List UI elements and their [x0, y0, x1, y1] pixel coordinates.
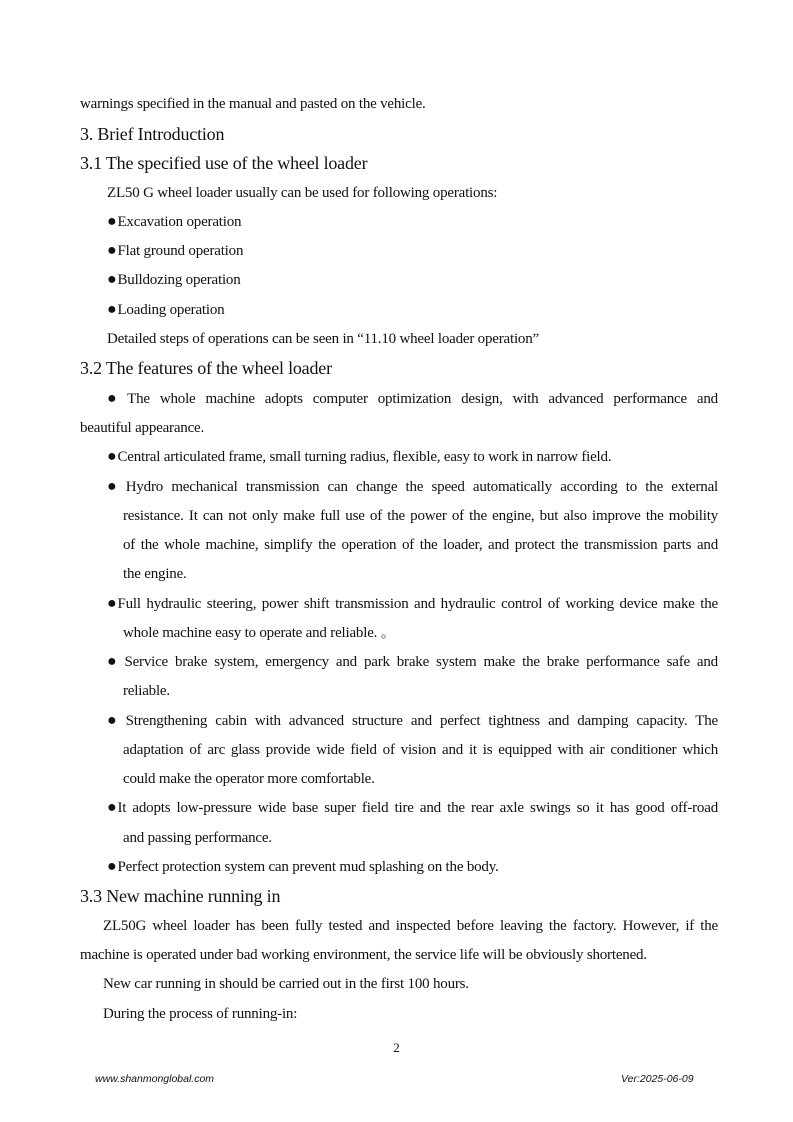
footer-website: www.shanmonglobal.com	[95, 1073, 215, 1085]
section-3-2-heading: 3.2 The features of the wheel loader	[80, 358, 332, 378]
bullet-icon: ●	[107, 390, 117, 407]
feature-line: ●Central articulated frame, small turning radius, flexible, easy to work in narrow field.	[107, 448, 612, 465]
feature-line: ● Strengthening cabin with advanced structure and perfect tightness and damping capacity. The	[107, 712, 718, 729]
bullet-icon: ●	[107, 478, 117, 495]
feature-line: ● The whole machine adopts computer optimization design, with advanced performance and	[107, 390, 718, 407]
op-item: ●Loading operation	[107, 301, 225, 318]
bullet-icon: ●	[107, 653, 117, 670]
bullet-icon: ●	[107, 271, 117, 288]
section-3-heading: 3. Brief Introduction	[80, 124, 225, 144]
op-item: ●Flat ground operation	[107, 242, 244, 259]
paragraph-line: During the process of running-in:	[103, 1006, 298, 1022]
feature-line: of the whole machine, simplify the operation of the loader, and protect the transmission parts and	[123, 537, 718, 553]
feature-line: reliable.	[123, 683, 170, 699]
feature-line: beautiful appearance.	[80, 420, 205, 436]
bullet-icon: ●	[107, 213, 117, 230]
op-item: ●Bulldozing operation	[107, 271, 241, 288]
paragraph-line: New car running in should be carried out in the first 100 hours.	[103, 976, 469, 992]
section-3-1-heading: 3.1 The specified use of the wheel loader	[80, 153, 368, 173]
feature-line: ●Perfect protection system can prevent mud splashing on the body.	[107, 858, 499, 875]
feature-line: and passing performance.	[123, 830, 272, 846]
feature-line: whole machine easy to operate and reliable. 。	[123, 625, 396, 641]
footer-version: Ver:2025-06-09	[621, 1073, 694, 1085]
feature-line: ● Hydro mechanical transmission can change the speed automatically according to the external	[107, 478, 718, 495]
page-number: 2	[393, 1040, 400, 1055]
intro-line: warnings specified in the manual and pasted on the vehicle.	[80, 96, 426, 112]
bullet-icon: ●	[107, 242, 117, 259]
bullet-icon: ●	[107, 799, 117, 816]
feature-line: could make the operator more comfortable.	[123, 771, 375, 787]
bullet-icon: ●	[107, 595, 117, 612]
feature-line: ●It adopts low-pressure wide base super field tire and the rear axle swings so it has good off-road	[107, 799, 718, 816]
bullet-icon: ●	[107, 712, 117, 729]
bullet-icon: ●	[107, 858, 117, 875]
bullet-icon: ●	[107, 301, 117, 318]
operations-detail: Detailed steps of operations can be seen in “11.10 wheel loader operation”	[107, 331, 539, 347]
feature-line: ●Full hydraulic steering, power shift transmission and hydraulic control of working device make the	[107, 595, 718, 612]
paragraph-line: machine is operated under bad working environment, the service life will be obviously shortened.	[80, 947, 647, 963]
feature-line: resistance. It can not only make full use of the power of the engine, but also improve the mobility	[123, 508, 718, 524]
op-item: ●Excavation operation	[107, 213, 242, 230]
section-3-3-heading: 3.3 New machine running in	[80, 886, 281, 906]
bullet-icon: ●	[107, 448, 117, 465]
feature-line: ● Service brake system, emergency and park brake system make the brake performance safe and	[107, 653, 718, 670]
feature-line: the engine.	[123, 566, 187, 582]
paragraph-line: ZL50G wheel loader has been fully tested and inspected before leaving the factory. However, if the	[103, 918, 718, 934]
feature-line: adaptation of arc glass provide wide field of vision and it is equipped with air conditioner which	[123, 742, 718, 758]
operations-lead: ZL50 G wheel loader usually can be used for following operations:	[107, 185, 498, 201]
